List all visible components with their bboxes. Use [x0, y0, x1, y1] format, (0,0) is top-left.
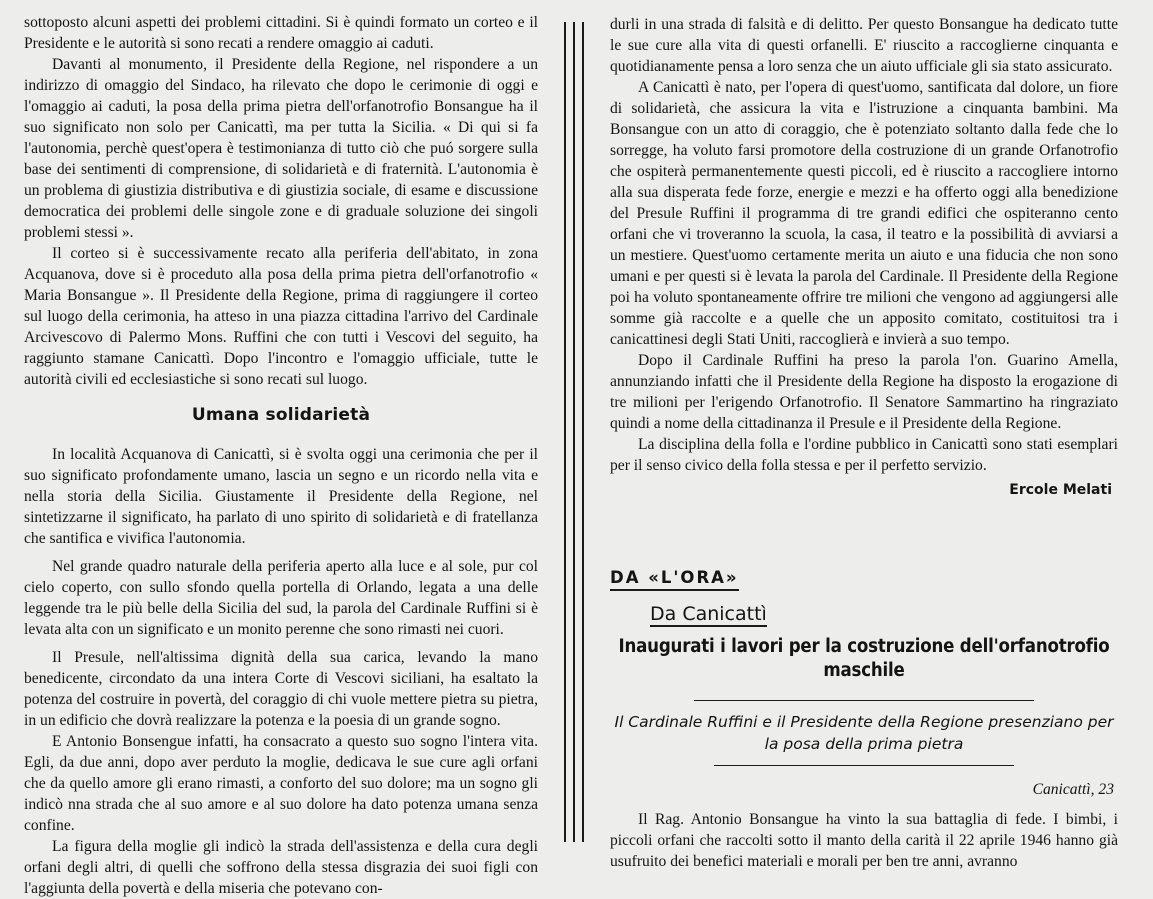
article-paragraph: Il Rag. Antonio Bonsangue ha vinto la sua battaglia di fede. I bimbi, i piccoli orfani che raccolti sotto il manto della carità il 22 aprile 1946 hanno già usufruito dei benefici materiali e morali per ben tre anni, avranno [610, 811, 1118, 870]
subheadline-rule [714, 765, 1014, 766]
left-column [24, 12, 538, 897]
source-title: DA «L'ORA» [610, 567, 739, 591]
section-heading: Umana solidarietà [191, 405, 371, 425]
divider-rule [573, 22, 575, 842]
right-column [610, 14, 1118, 870]
paragraph: Dopo il Cardinale Ruffini ha preso la parola l'on. Guarino Amella, annunziando infatti che il Presidente della Regione ha disposto la erogazione di tre milioni per l'erigendo Orfanotrofio. Il Senatore Sammartino ha ringraziato quindi a nome della cittadinanza il Presule e il Presidente della Regione. [610, 352, 1118, 432]
paragraph: Nel grande quadro naturale della periferia aperto alla luce e al sole, pur col cielo coperto, con sullo sfondo quella portella di Orlando, legata a una delle leggende tra le più belle della Sicilia del sud, la parola del Cardinale Ruffini si è levata alta con un significato e un monito perenne che sono rimasti nei cuori. [24, 558, 538, 638]
paragraph: Il corteo si è successivamente recato alla periferia dell'abitato, in zona Acquanova, dove si è proceduto alla posa della prima pietra dell'orfanotrofio « Maria Bonsangue ». Il Presidente della Regione, prima di raggiungere il corteo sul luogo della cerimonia, ha atteso in una piazza cittadina l'arrivo del Cardinale Arcivescovo di Palermo Mons. Ruffini che con tutti i Vescovi del seguito, ha raggiunto stamane Canicattì. Dopo l'incontro e l'omaggio ufficiale, tutte le autorità civili ed ecclesiastiche si sono recati sul luogo. [24, 245, 538, 388]
paragraph: La disciplina della folla e l'ordine pubblico in Canicattì sono stati esemplari per il senso civico della folla stessa e per il perfetto servizio. [610, 436, 1118, 474]
paragraph: Il Presule, nell'altissima dignità della sua carica, levando la mano benedicente, circondato da una intera Corte di Vescovi siciliani, ha esaltato la potenza del costruire in povertà, del coraggio di chi vuole mettere pietra su pietra, in un edificio che dovrà realizzare la potenza e la poesia di un grande sogno. [24, 649, 538, 729]
paragraph: In località Acquanova di Canicattì, si è svolta oggi una cerimonia che per il suo significato profondamente umano, lascia un segno e un ricordo nella vita e nella storia della Sicilia. Giustamente il Presidente della Regione, nel sintetizzarne il significato, ha parlato di uno spirito di solidarietà e di fratellanza che santifica e vivifica l'autonomia. [24, 446, 538, 547]
paragraph: A Canicattì è nato, per l'opera di quest'uomo, santificata dal dolore, un fiore di solidarietà, che assicura la vita e l'istruzione a cinquanta bambini. Ma Bonsangue con un atto di coraggio, che è potenziato soltanto dalla fede che lo sorregge, ha voluto farsi promotore della costruzione di un grande Orfanotrofio che ospiterà permanentemente questi piccoli, ed è riuscito a raccogliere intorno alla sua disperata fede forze, energie e mezzi e ha offerto oggi alla benedizione del Presule Ruffini il programma di tre grandi edifici che ospiteranno cento orfani che vi troveranno la scuola, la casa, il teatro e la possibilità di avviarsi a un mestiere. Quest'uomo certamente merita un aiuto e una fiducia che non sono umani e per questi si è levata la parola del Cardinale. Il Presidente della Regione poi ha voluto spontaneamente offrire tre milioni che vengono ad aggiungersi alle somme già raccolte e a quelle che un apposito comitato, costituitosi tra i canicattinesi degli Stati Uniti, raccoglierà e invierà a suo tempo. [610, 79, 1118, 348]
column-divider [562, 22, 590, 842]
headline: Inaugurati i lavori per la costruzione dell'orfanotrofio maschile [618, 636, 1110, 681]
dateline: Canicattì, 23 [1032, 781, 1114, 798]
divider-rule [582, 22, 584, 842]
paragraph: E Antonio Bonsengue infatti, ha consacrato a questo suo sogno l'intera vita. Egli, da due anni, dopo aver perduto la moglie, dedicava le sue cure agli orfani che da quello amore gli erano rimasti, a conforto del suo dolore; ma un sogno gli indicò nna strada che al suo amore e al suo dolore ha dato potenza umana senza confine. [24, 733, 538, 834]
paragraph: sottoposto alcuni aspetti dei problemi cittadini. Si è quindi formato un corteo e il Presidente e le autorità si sono recati a rendere omaggio ai caduti. [24, 14, 538, 52]
divider-rule [564, 22, 566, 842]
paragraph: Davanti al monumento, il Presidente della Regione, nel rispondere a un indirizzo di omaggio del Sindaco, ha rilevato che dopo le cerimonie di oggi e l'omaggio ai caduti, la posa della prima pietra dell'orfanotrofio Bonsangue ha il suo significato non solo per Canicattì, ma per tutta la Sicilia. « Di qui si fa l'autonomia, perchè quest'opera è testimonianza di tutto ciò che puó sorgere sulla base dei sentimenti di comprensione, di solidarietà e di fraternità. L'autonomia è un problema di giustizia distributiva e di giustizia sociale, di esame e discussione democratica dei problemi delle singole zone e di graduale soluzione dei singoli problemi stessi ». [24, 56, 538, 241]
dateline-title: Da Canicattì [650, 603, 767, 625]
paragraph: durli in una strada di falsità e di delitto. Per questo Bonsangue ha dedicato tutte le sue cure alla vita di questi orfanelli. E' riuscito a raccoglierne cinquanta e quotidianamente pensa a loro senza che un aiuto ufficiale gli sia stato assicurato. [610, 16, 1118, 75]
subheadline: Il Cardinale Ruffini e il Presidente della Regione presenziano per la posa della prima pietra [614, 713, 1114, 753]
paragraph: La figura della moglie gli indicò la strada dell'assistenza e della cura degli orfani degli altri, di quelli che soffrono della stessa disgrazia dei suoi figli con l'aggiunta della povertà e della miseria che potevano con- [24, 838, 538, 897]
headline-rule [694, 700, 1034, 701]
signature: Ercole Melati [1009, 482, 1112, 498]
reprint-header [610, 501, 1118, 591]
